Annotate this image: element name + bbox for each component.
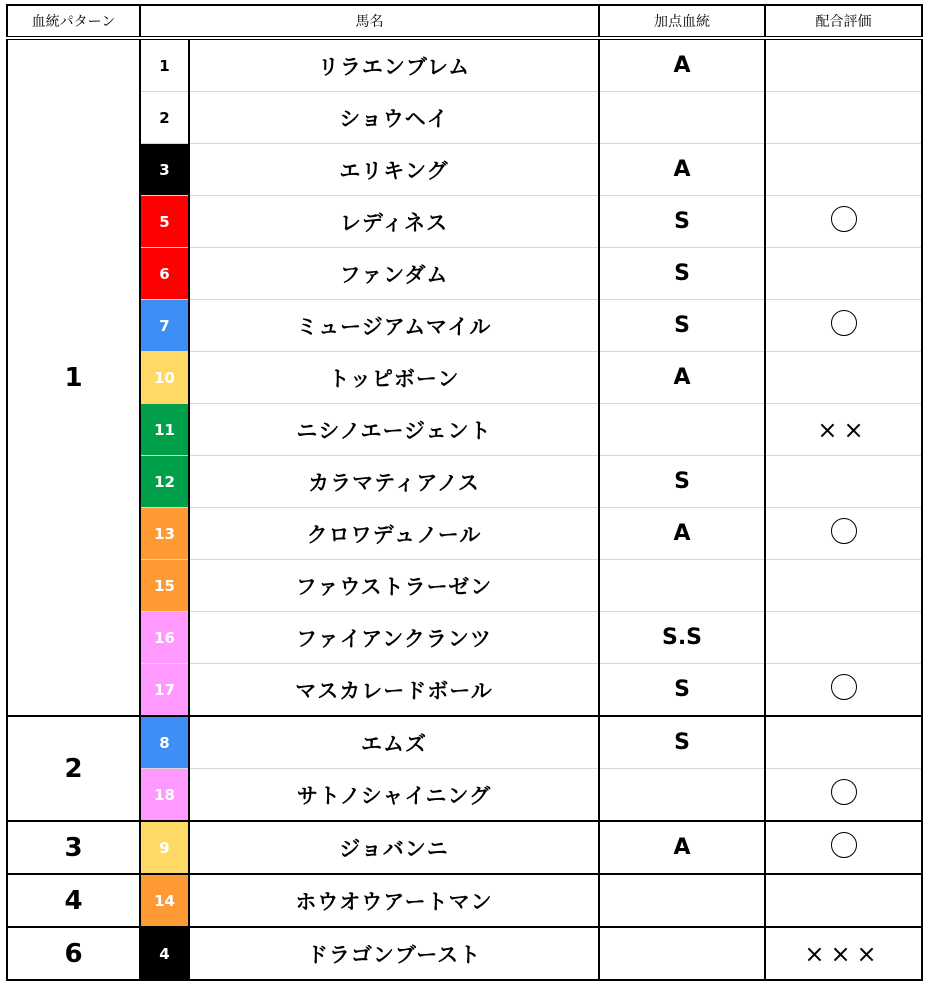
horse-number: 18 [140,769,189,822]
bonus-pedigree [599,874,765,927]
table-row [7,508,922,560]
bonus-pedigree: S [599,196,765,248]
horse-number: 16 [140,612,189,664]
bonus-pedigree: S [599,248,765,300]
bonus-pedigree: S [599,300,765,352]
horse-number: 1 [140,38,189,92]
bonus-pedigree: A [599,38,765,92]
table-body [7,38,922,980]
mating-rating [765,352,922,404]
header-pattern: 血統パターン [7,5,140,38]
circle-mark-icon [831,310,857,336]
table-row [7,821,922,874]
circle-mark-icon [831,779,857,805]
bonus-pedigree [599,404,765,456]
horse-name: ファウストラーゼン [189,560,599,612]
table-row [7,927,922,980]
header-row [7,5,922,38]
mating-rating [765,248,922,300]
horse-name: レディネス [189,196,599,248]
cross-mark: ×× [817,415,870,444]
mating-rating [765,144,922,196]
horse-name: クロワデュノール [189,508,599,560]
horse-name: ショウヘイ [189,92,599,144]
bonus-pedigree: A [599,821,765,874]
horse-number: 11 [140,404,189,456]
pattern-cell: 2 [7,716,140,821]
horse-name: ニシノエージェント [189,404,599,456]
horse-name: ミュージアムマイル [189,300,599,352]
horse-number: 2 [140,92,189,144]
bonus-pedigree: S [599,456,765,508]
horse-number: 14 [140,874,189,927]
mating-rating [765,404,922,456]
table-row [7,196,922,248]
bonus-pedigree: A [599,352,765,404]
mating-rating [765,716,922,769]
bonus-pedigree: S [599,664,765,717]
table-row [7,769,922,822]
pattern-cell: 6 [7,927,140,980]
table-row [7,456,922,508]
horse-name: リラエンブレム [189,38,599,92]
table-row [7,92,922,144]
mating-rating [765,612,922,664]
pattern-cell: 3 [7,821,140,874]
header-bonus: 加点血統 [599,5,765,38]
circle-mark-icon [831,674,857,700]
horse-name: エムズ [189,716,599,769]
horse-name: マスカレードボール [189,664,599,717]
bonus-pedigree: S.S [599,612,765,664]
mating-rating [765,769,922,822]
table-row [7,874,922,927]
table-row [7,352,922,404]
horse-number: 6 [140,248,189,300]
mating-rating [765,456,922,508]
table-row [7,716,922,769]
circle-mark-icon [831,206,857,232]
bonus-pedigree: A [599,508,765,560]
horse-name: エリキング [189,144,599,196]
mating-rating [765,664,922,717]
mating-rating [765,560,922,612]
horse-number: 5 [140,196,189,248]
horse-number: 9 [140,821,189,874]
bonus-pedigree: A [599,144,765,196]
mating-rating [765,300,922,352]
bonus-pedigree: S [599,716,765,769]
mating-rating [765,874,922,927]
pattern-cell: 1 [7,38,140,716]
bonus-pedigree [599,92,765,144]
horse-name: サトノシャイニング [189,769,599,822]
horse-number: 13 [140,508,189,560]
table-row [7,612,922,664]
mating-rating [765,508,922,560]
header-rating: 配合評価 [765,5,922,38]
table-row [7,248,922,300]
horse-number: 15 [140,560,189,612]
table-row [7,300,922,352]
horse-number: 10 [140,352,189,404]
mating-rating [765,196,922,248]
circle-mark-icon [831,518,857,544]
horse-name: ドラゴンブースト [189,927,599,980]
mating-rating [765,821,922,874]
mating-rating [765,927,922,980]
horse-name: トッピボーン [189,352,599,404]
horse-name: カラマティアノス [189,456,599,508]
horse-number: 3 [140,144,189,196]
table-row [7,664,922,717]
horse-name: ホウオウアートマン [189,874,599,927]
pedigree-table [6,4,923,981]
bonus-pedigree [599,769,765,822]
header-name: 馬名 [140,5,599,38]
horse-number: 17 [140,664,189,717]
bonus-pedigree [599,927,765,980]
table-row [7,560,922,612]
horse-number: 12 [140,456,189,508]
circle-mark-icon [831,832,857,858]
horse-name: ファイアンクランツ [189,612,599,664]
pattern-cell: 4 [7,874,140,927]
mating-rating [765,38,922,92]
horse-name: ファンダム [189,248,599,300]
bonus-pedigree [599,560,765,612]
horse-number: 4 [140,927,189,980]
mating-rating [765,92,922,144]
table-row [7,404,922,456]
horse-number: 8 [140,716,189,769]
table-row [7,38,922,92]
cross-mark: ××× [804,939,883,968]
table-row [7,144,922,196]
horse-name: ジョバンニ [189,821,599,874]
horse-number: 7 [140,300,189,352]
